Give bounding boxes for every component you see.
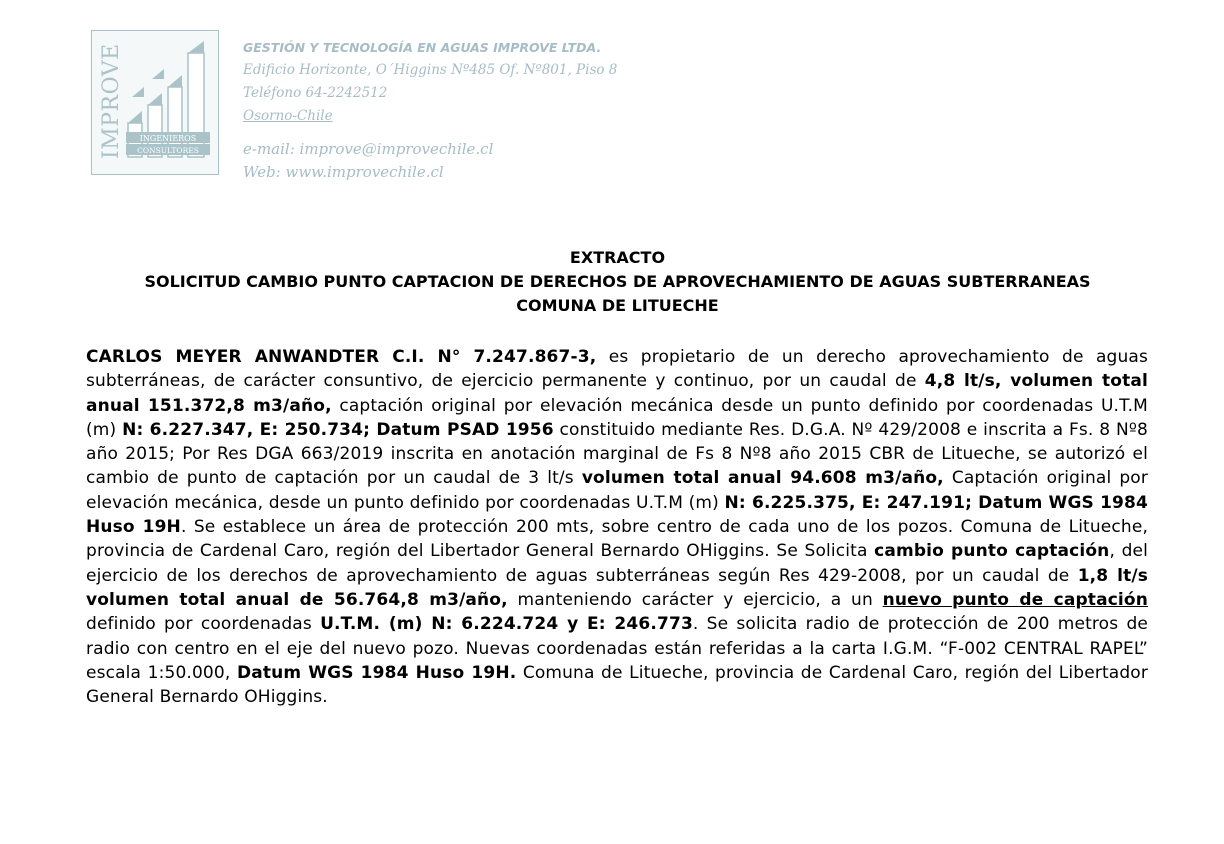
body-segment: es propietario de un derecho aprovechamiento de aguas subterráneas, de carácter consuntivo, de ejercicio permanente y continuo, por un caudal de [86, 347, 1148, 392]
company-email: e-mail: improve@improvechile.cl [243, 140, 494, 158]
logo-line2: CONSULTORES [137, 146, 199, 155]
body-segment: . Se solicita radio de protección de 200 metros de radio con centro en el eje del nuevo pozo. Nuevas coordenadas están referidas a la carta I.G.M. “F-002 CENTRAL RAPEL” escala 1:50.000, [86, 614, 1148, 683]
document-title [80, 246, 1155, 318]
company-phone: Teléfono 64-2242512 [243, 85, 388, 101]
title-solicitud: SOLICITUD CAMBIO PUNTO CAPTACION DE DERECHOS DE APROVECHAMIENTO DE AGUAS SUBTERRANEAS [144, 272, 1091, 291]
company-city: Osorno-Chile [243, 108, 333, 124]
new-point-label: nuevo punto de captación [882, 589, 1148, 610]
company-logo [91, 30, 219, 175]
authorized-coordinates: N: 6.225.375, E: 247.191; Datum WGS 1984 Huso 19H [86, 492, 1148, 538]
body-segment: Captación original por elevación mecánica, desde un punto definido por coordenadas U.T.M (m) [86, 468, 1148, 513]
body-paragraph [86, 345, 1148, 709]
body-segment: captación original por elevación mecánica desde un punto definido por coordenadas U.T.M (m) [86, 395, 1148, 440]
authorized-volume: volumen total anual 94.608 m3/año, [581, 468, 944, 489]
company-address: Edificio Horizonte, O´Higgins Nº485 Of. Nº801, Piso 8 [243, 62, 618, 78]
logo-line1: INGENIEROS [139, 134, 197, 143]
title-comuna: COMUNA DE LITUECHE [516, 296, 719, 315]
body-segment: definido por coordenadas [86, 614, 321, 635]
title-extracto: EXTRACTO [569, 248, 666, 267]
applicant-name: CARLOS MEYER ANWANDTER C.I. N° 7.247.867-3, [86, 347, 597, 367]
new-datum: Datum WGS 1984 Huso 19H. [236, 662, 517, 683]
new-coordinates: U.T.M. (m) N: 6.224.724 y E: 246.773 [320, 614, 693, 635]
body-segment: manteniendo carácter y ejercicio, a un [507, 589, 883, 610]
original-coordinates: N: 6.227.347, E: 250.734; Datum PSAD 1956 [122, 419, 554, 440]
request-type: cambio punto captación [874, 541, 1110, 562]
logo-brand: IMPROVE [99, 43, 124, 159]
letterhead [243, 36, 617, 184]
body-segment: , del ejercicio de los derechos de aprovechamiento de aguas subterráneas según Res 429-2008, por un caudal de [86, 541, 1148, 586]
body-segment: Comuna de Litueche, provincia de Cardenal Caro, región del Libertador General Bernardo OHiggins. [86, 662, 1148, 708]
body-segment: . Se establece un área de protección 200 mts, sobre centro de cada uno de los pozos. Comuna de Litueche, provincia de Cardenal Caro, región del Libertador General Bernardo OHiggins. Se Solicita [86, 517, 1148, 562]
body-segment: constituido mediante Res. D.G.A. Nº 429/2008 e inscrita a Fs. 8 Nº8 año 2015; Por Res DGA 663/2019 inscrita en anotación marginal de Fs 8 Nº8 año 2015 CBR de Litueche, se autorizó el cambio de punto de captación por un caudal de 3 lt/s [86, 419, 1149, 489]
company-name: GESTIÓN Y TECNOLOGÍA EN AGUAS IMPROVE LTDA. [243, 40, 602, 55]
requested-flow: 1,8 lt/s volumen total anual de 56.764,8 m3/año, [86, 565, 1148, 610]
company-web: Web: www.improvechile.cl [243, 163, 444, 181]
original-flow: 4,8 lt/s, volumen total anual 151.372,8 m3/año, [86, 371, 1149, 416]
